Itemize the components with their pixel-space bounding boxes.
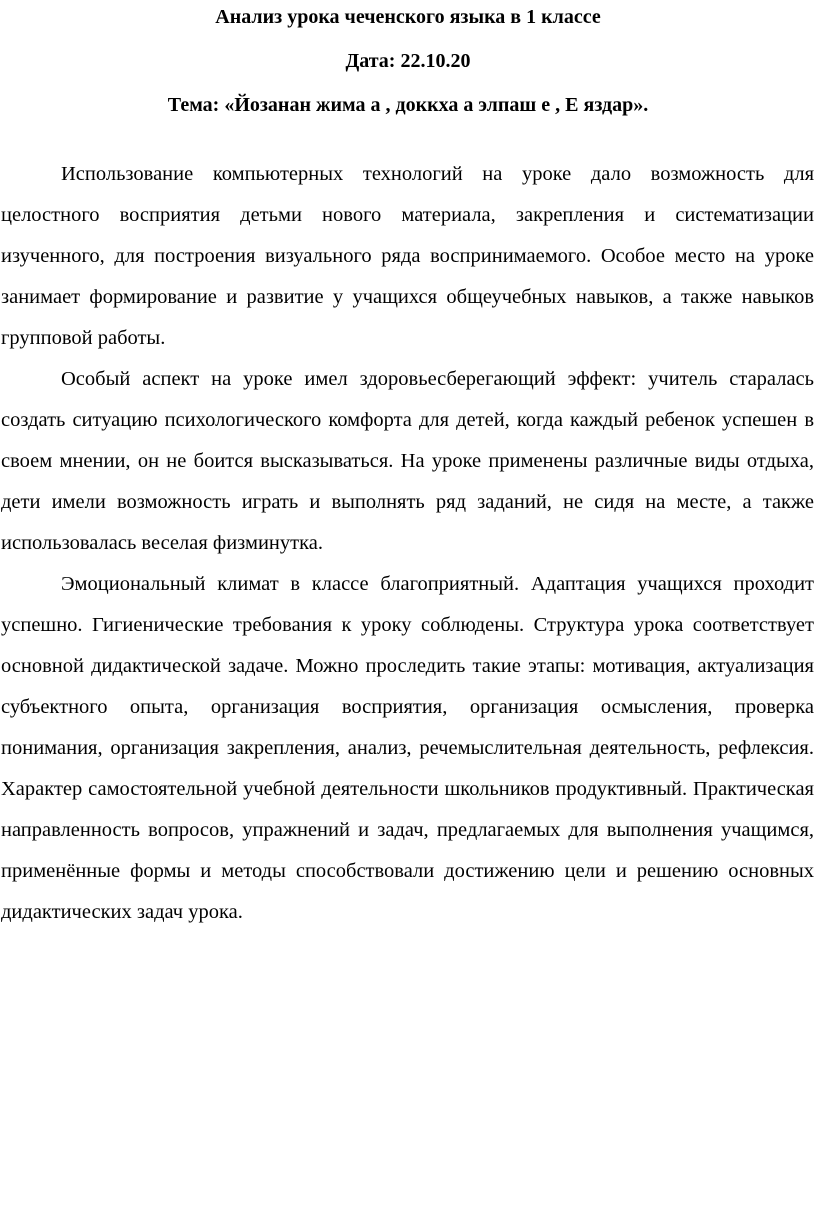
paragraph-climate: Эмоциональный климат в классе благоприятный. Адаптация учащихся проходит успешно. Гигиенические требования к уроку соблюдены. Структура урока соответствует основной дидактической задаче. Можно проследить такие этапы: мотивация, актуализация субъектного опыта, организация восприятия, организация осмысления, проверка понимания, организация закрепления, анализ, речемыслительная деятельность, рефлексия. Характер самостоятельной учебной деятельности школьников продуктивный. Практическая направленность вопросов, упражнений и задач, предлагаемых для выполнения учащимся, применённые формы и методы способствовали достижению цели и решению основных дидактических задач урока. (1, 573, 814, 923)
paragraph-technology: Использование компьютерных технологий на уроке дало возможность для целостного восприятия детьми нового материала, закрепления и систематизации изученного, для построения визуального ряда воспринимаемого. Особое место на уроке занимает формирование и развитие у учащихся общеучебных навыков, а также навыков групповой работы. (1, 163, 814, 349)
document-title: Анализ урока чеченского языка в 1 классе (215, 6, 601, 28)
lesson-date: Дата: 22.10.20 (345, 50, 471, 72)
paragraph-health: Особый аспект на уроке имел здоровьесберегающий эффект: учитель старалась создать ситуацию психологического комфорта для детей, когда каждый ребенок успешен в своем мнении, он не боится высказываться. На уроке применены различные виды отдыха, дети имели возможность играть и выполнять ряд заданий, не сидя на месте, а также использовалась веселая физминутка. (1, 368, 814, 554)
lesson-topic: Тема: «Йозанан жима а , доккха а элпаш е , Е яздар». (167, 94, 649, 116)
document-body (1, 154, 814, 933)
